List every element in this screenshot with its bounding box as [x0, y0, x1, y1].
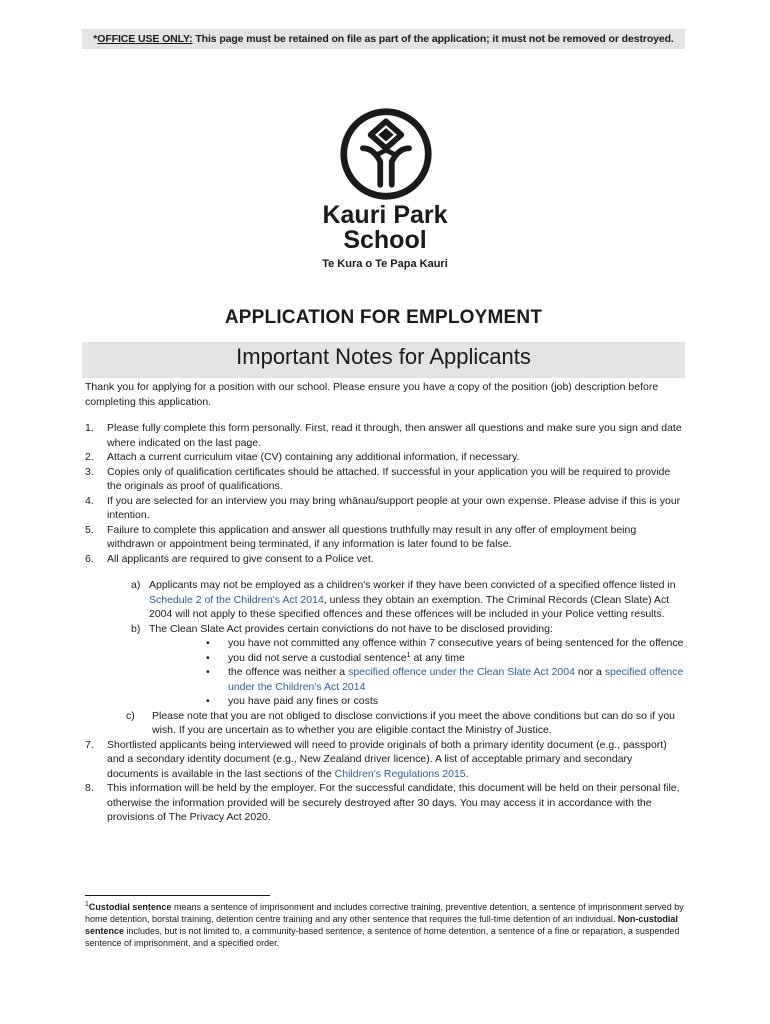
bullet-item: [149, 636, 685, 651]
footnote-number: 1: [85, 901, 89, 908]
footnote-text: means a sentence of imprisonment and includes corrective training, preventive detention, a sentence of imprisonment served by home detention, borstal training, detention centre training and any other sentence that requires the full-time detention of an individual.: [85, 902, 684, 924]
item-number: 2.: [85, 451, 94, 463]
list-item: [85, 738, 685, 782]
notes-list: [85, 421, 685, 825]
childrens-act-link[interactable]: specified offence under the Children's Act 2014: [228, 666, 684, 693]
subitem-a-text: Applicants may not be employed as a children's worker if they have been convicted of a specified offence listed in: [149, 579, 676, 591]
subitem-letter: c): [126, 709, 135, 722]
footnote-term: Custodial sentence: [88, 902, 172, 912]
clean-slate-conditions: [149, 636, 685, 709]
bullet-item: [149, 665, 685, 694]
subitem-b-text: The Clean Slate Act provides certain convictions do not have to be disclosed providing:: [149, 622, 553, 635]
item-text: Shortlisted applicants being interviewed will need to provide originals of both a primary identity document (e.g., passport) and a secondary identity document (e.g., New Zealand driver licence). A list of acceptable primary and secondary documents is available in the last sections of the: [107, 738, 667, 780]
subitem-letter: b): [131, 622, 141, 635]
item-number: 7.: [85, 738, 94, 751]
footnote-text-2: includes, but is not limited to, a community-based sentence, a sentence of home detention, a sentence of a fine or reparation, a suspended sentence of imprisonment, and a specified order.: [85, 926, 680, 948]
footnote: [85, 901, 685, 949]
list-item: [85, 552, 685, 738]
banner-prefix: *: [93, 33, 98, 45]
bullet-icon: •: [206, 651, 210, 664]
list-item: [85, 421, 685, 450]
item-number: 3.: [85, 465, 94, 478]
list-item: [85, 465, 685, 494]
bullet-icon: •: [206, 637, 210, 649]
bullet-text-mid: nor a: [574, 666, 605, 678]
subitem-letter: a): [131, 579, 141, 591]
item-text: Attach a current curriculum vitae (CV) containing any additional information, if necessary.: [107, 451, 520, 463]
banner-text: This page must be retained on file as part of the application; it must not be removed or destroyed.: [192, 33, 674, 45]
item-text: Copies only of qualification certificates should be attached. If successful in your application you will be required to provide the originals as proof of qualifications.: [107, 465, 671, 492]
footnote-ref: 1: [406, 651, 411, 659]
school-name-line2: School: [343, 226, 427, 254]
item-number: 6.: [85, 552, 94, 565]
item-text: Failure to complete this application and answer all questions truthfully may result in any offer of employment being withdrawn or appointment being terminated, if any information is later found to be false.: [107, 523, 637, 550]
schedule-2-link[interactable]: Schedule 2 of the Children's Act 2014: [149, 593, 324, 606]
item-text: All applicants are required to give consent to a Police vet.: [107, 552, 374, 565]
notes-content: [85, 380, 685, 825]
banner-label: OFFICE USE ONLY:: [97, 33, 193, 45]
footnote-divider: [85, 895, 270, 896]
subitem-a: [119, 578, 685, 622]
school-subtitle: Te Kura o Te Papa Kauri: [322, 258, 448, 270]
item-text-end: .: [465, 767, 469, 780]
intro-paragraph: Thank you for applying for a position with our school. Please ensure you have a copy of the position (job) description before completing this application.: [85, 381, 659, 408]
kauri-tree-icon: [338, 106, 434, 202]
footnote-term-2: Non-custodial sentence: [85, 914, 678, 936]
list-item: [85, 781, 685, 825]
section-heading: Important Notes for Applicants: [82, 342, 685, 378]
bullet-item: [149, 651, 685, 666]
school-name: [300, 203, 470, 253]
item-text: This information will be held by the employer. For the successful candidate, this document will be held on their personal file, otherwise the information provided will be securely destroyed after 30 days. You may access it in accordance with the provisions of The Privacy Act 2020.: [107, 782, 680, 823]
item-number: 1.: [85, 422, 94, 434]
school-name-line1: Kauri Park: [322, 201, 448, 229]
item-number: 5.: [85, 523, 94, 536]
subitem-a-text-end: , unless they obtain an exemption. The Criminal Records (Clean Slate) Act 2004 will not apply to these specified offences and these offences will be included in your Police vetting results.: [149, 593, 670, 620]
bullet-icon: •: [206, 695, 210, 707]
bullet-icon: •: [206, 666, 210, 678]
item-number: 8.: [85, 782, 94, 794]
bullet-text: you have not committed any offence within 7 consecutive years of being sentenced for the offence: [228, 637, 684, 649]
bullet-text: you have paid any fines or costs: [228, 695, 379, 707]
subitem-c-text: Please note that you are not obliged to disclose convictions if you meet the above conditions but can do so if you wish. If you are uncertain as to whether you are eligible contact the Ministry of Justice.: [152, 709, 675, 736]
subitem-c: [119, 709, 685, 738]
bullet-text: you did not serve a custodial sentence: [228, 651, 407, 664]
childrens-regulations-link[interactable]: Children's Regulations 2015: [334, 767, 466, 780]
item-text: Please fully complete this form personally. First, read it through, then answer all questions and make sure you sign and date where indicated on the last page.: [107, 422, 682, 449]
list-item: [85, 494, 685, 523]
bullet-item: [149, 694, 685, 709]
bullet-text-end: at any time: [410, 651, 465, 664]
subitem-b: [119, 622, 685, 709]
police-vet-subitems: [107, 578, 685, 738]
item-text: If you are selected for an interview you may bring whānau/support people at your own expense. Please advise if this is your intention.: [107, 494, 681, 521]
clean-slate-act-link[interactable]: specified offence under the Clean Slate Act 2004: [348, 666, 575, 678]
office-use-banner: [82, 29, 685, 49]
item-number: 4.: [85, 494, 94, 507]
list-item: [85, 450, 685, 465]
list-item: [85, 523, 685, 552]
bullet-text: the offence was neither a: [228, 666, 349, 678]
page-title: APPLICATION FOR EMPLOYMENT: [224, 307, 543, 328]
